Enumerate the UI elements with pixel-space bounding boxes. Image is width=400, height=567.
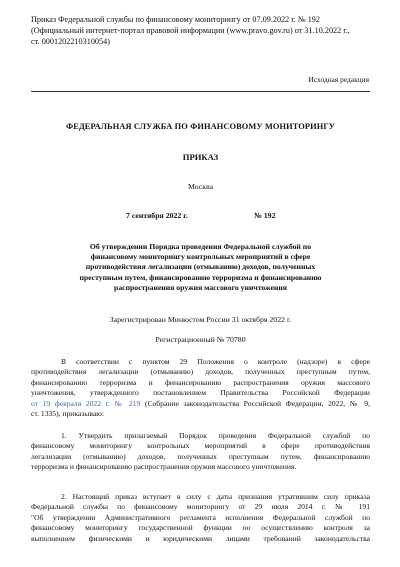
title-line: преступным путем, финансированию терроризма и финансированию (79, 272, 322, 282)
paragraph-line: 2. Настоящий приказ вступает в силу с даты признания утратившим силу приказа (61, 492, 370, 501)
paragraph-item-2 (31, 492, 370, 544)
publication-note-line-2: (Официальный интернет-портал правовой информации (www.pravo.gov.ru) от 31.10.2022 г., (31, 26, 350, 35)
publication-note-line-1: Приказ Федеральной службы по финансовому мониторингу от 07.09.2022 г. № 192 (31, 15, 320, 24)
title-line: распространения оружия массового уничтожения (114, 282, 287, 292)
paragraph-line: "Об утверждении Административного регламента исполнения Федеральной службой по (31, 512, 370, 522)
paragraph-line: финансовому мониторингу государственной функции по осуществлению контроля за (31, 523, 370, 533)
publication-note (31, 14, 376, 47)
paragraph-line (31, 399, 370, 409)
registration-number: Регистрационный № 70780 (155, 335, 246, 344)
header-divider (31, 91, 370, 92)
document-city: Москва (187, 182, 214, 191)
document-type: ПРИКАЗ (182, 152, 219, 162)
decree-link[interactable]: от 19 февраля 2022 г. № 219 (31, 398, 141, 408)
paragraph-preamble (31, 357, 370, 419)
registration-note: Зарегистрирован Минюстом России 31 октября 2022 г. (109, 315, 292, 324)
paragraph-line: выполнением физическими и юридическими лицами требований законодательства (31, 533, 370, 543)
paragraph-item-1 (31, 431, 370, 473)
paragraph-line: противодействия легализации (отмыванию) доходов, полученных преступным путем, (31, 367, 370, 377)
paragraph-line-rest: (Собрание законодательства Российской Федерации, 2022, № 9, (140, 398, 371, 408)
paragraph-line: финансовому мониторингу контрольных мероприятий в сфере противодействия (31, 441, 370, 451)
agency-name: ФЕДЕРАЛЬНАЯ СЛУЖБА ПО ФИНАНСОВОМУ МОНИТОРИНГУ (65, 122, 336, 131)
title-line: Об утверждении Порядка проведения Федеральной службой по (89, 242, 312, 251)
paragraph-line: уничтожения, утвержденного постановлением Правительства Российской Федерации (31, 388, 370, 398)
paragraph-line: Федеральной службы по финансовому мониторингу от 29 июля 2014 г. № 191 (31, 502, 370, 512)
document-date: 7 сентября 2022 г. (126, 211, 188, 220)
paragraph-line: В соответствии с пунктом 29 Положения о контроле (надзоре) в сфере (61, 357, 370, 366)
title-line: финансовому мониторингу контрольных мероприятий в сфере (90, 252, 311, 262)
paragraph-line: 1. Утвердить прилагаемый Порядок проведения Федеральной службой по (61, 431, 370, 440)
paragraph-line: финансированию терроризма и финансированию распространения оружия массового (31, 377, 370, 387)
paragraph-line: легализации (отмыванию) доходов, полученных преступным путем, финансированию (31, 451, 370, 461)
document-title (31, 242, 370, 293)
edition-label: Исходная редакция (308, 75, 369, 84)
publication-note-line-3: ст. 0001202210310054) (31, 37, 110, 46)
document-number: № 192 (254, 211, 276, 220)
paragraph-line: ст. 1335), приказываю: (31, 409, 105, 419)
title-line: противодействия легализации (отмыванию) доходов, полученных (85, 262, 316, 272)
paragraph-line: терроризма и финансированию распространения оружия массового уничтожения. (31, 462, 297, 472)
